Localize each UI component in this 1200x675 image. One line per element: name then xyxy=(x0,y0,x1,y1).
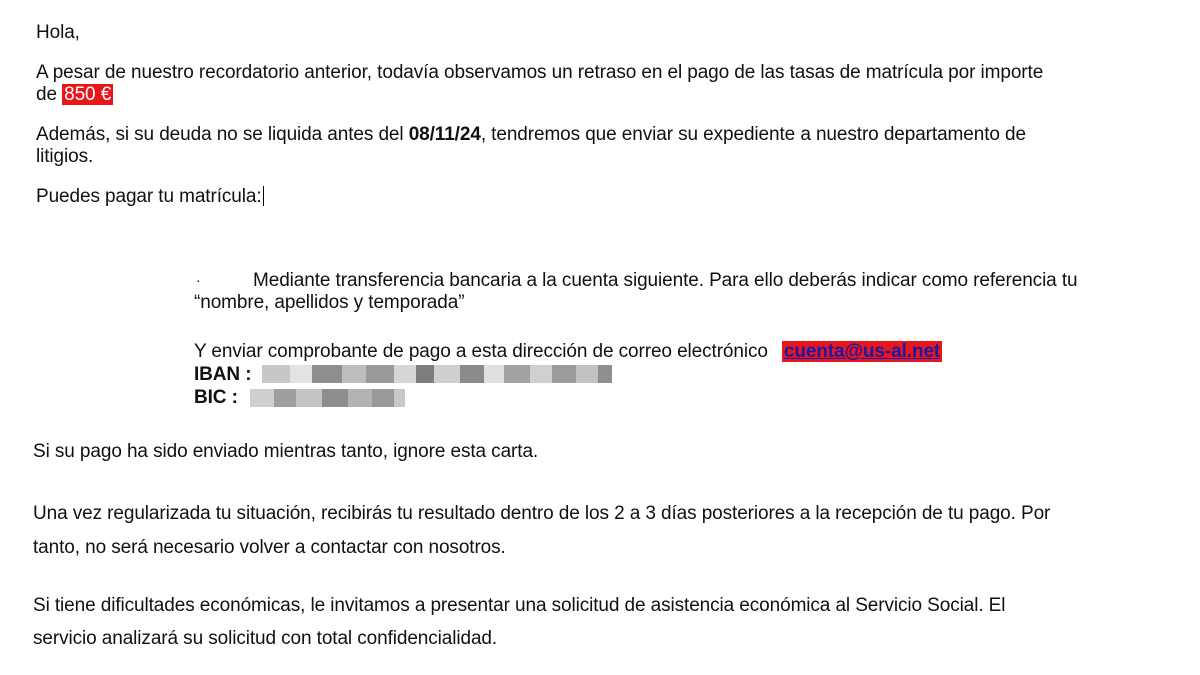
bic-redacted xyxy=(250,389,405,407)
deadline-text-b: , tendremos que enviar su expediente a nuestro departamento de xyxy=(480,124,1026,145)
paragraph-deadline-line1 xyxy=(36,124,1026,146)
deadline-text-a: Además, si su deuda no se liquida antes del xyxy=(36,124,409,145)
bic-label: BIC : xyxy=(194,387,238,408)
bullet-dot: · xyxy=(196,272,201,288)
iban-label: IBAN : xyxy=(194,364,252,385)
send-proof-text: Y enviar comprobante de pago a esta dirección de correo electrónico xyxy=(194,341,768,362)
amount-prefix: de xyxy=(36,84,63,105)
text-cursor xyxy=(263,186,264,206)
payment-intro-text: Puedes pagar tu matrícula: xyxy=(36,186,262,207)
ignore-notice: Si su pago ha sido enviado mientras tanto, ignore esta carta. xyxy=(33,441,539,462)
paragraph-deadline-line2: litigios. xyxy=(36,146,94,167)
aid-line2: servicio analizará su solicitud con total confidencialidad. xyxy=(33,628,498,649)
send-proof-line xyxy=(194,341,942,363)
iban-redacted xyxy=(262,365,612,383)
email-link[interactable]: cuenta@us-al.net xyxy=(783,341,941,362)
result-line1: Una vez regularizada tu situación, recibirás tu resultado dentro de los 2 a 3 días posteriores a la recepción de tu pago. Por xyxy=(33,503,1051,524)
greeting: Hola, xyxy=(36,22,80,43)
amount-highlight: 850 € xyxy=(64,84,112,105)
paragraph-reminder-line1: A pesar de nuestro recordatorio anterior, todavía observamos un retraso en el pago de las tasas de matrícula por importe xyxy=(36,62,1044,83)
result-line2: tanto, no será necesario volver a contactar con nosotros. xyxy=(33,537,506,558)
transfer-line1: Mediante transferencia bancaria a la cuenta siguiente. Para ello deberás indicar como referencia tu xyxy=(253,270,1078,291)
payment-intro xyxy=(36,186,264,208)
deadline-date: 08/11/24 xyxy=(408,124,481,145)
aid-line1: Si tiene dificultades económicas, le invitamos a presentar una solicitud de asistencia económica al Servicio Social. El xyxy=(33,595,1006,616)
paragraph-reminder-line2 xyxy=(36,84,113,106)
transfer-line2: “nombre, apellidos y temporada” xyxy=(194,292,465,313)
